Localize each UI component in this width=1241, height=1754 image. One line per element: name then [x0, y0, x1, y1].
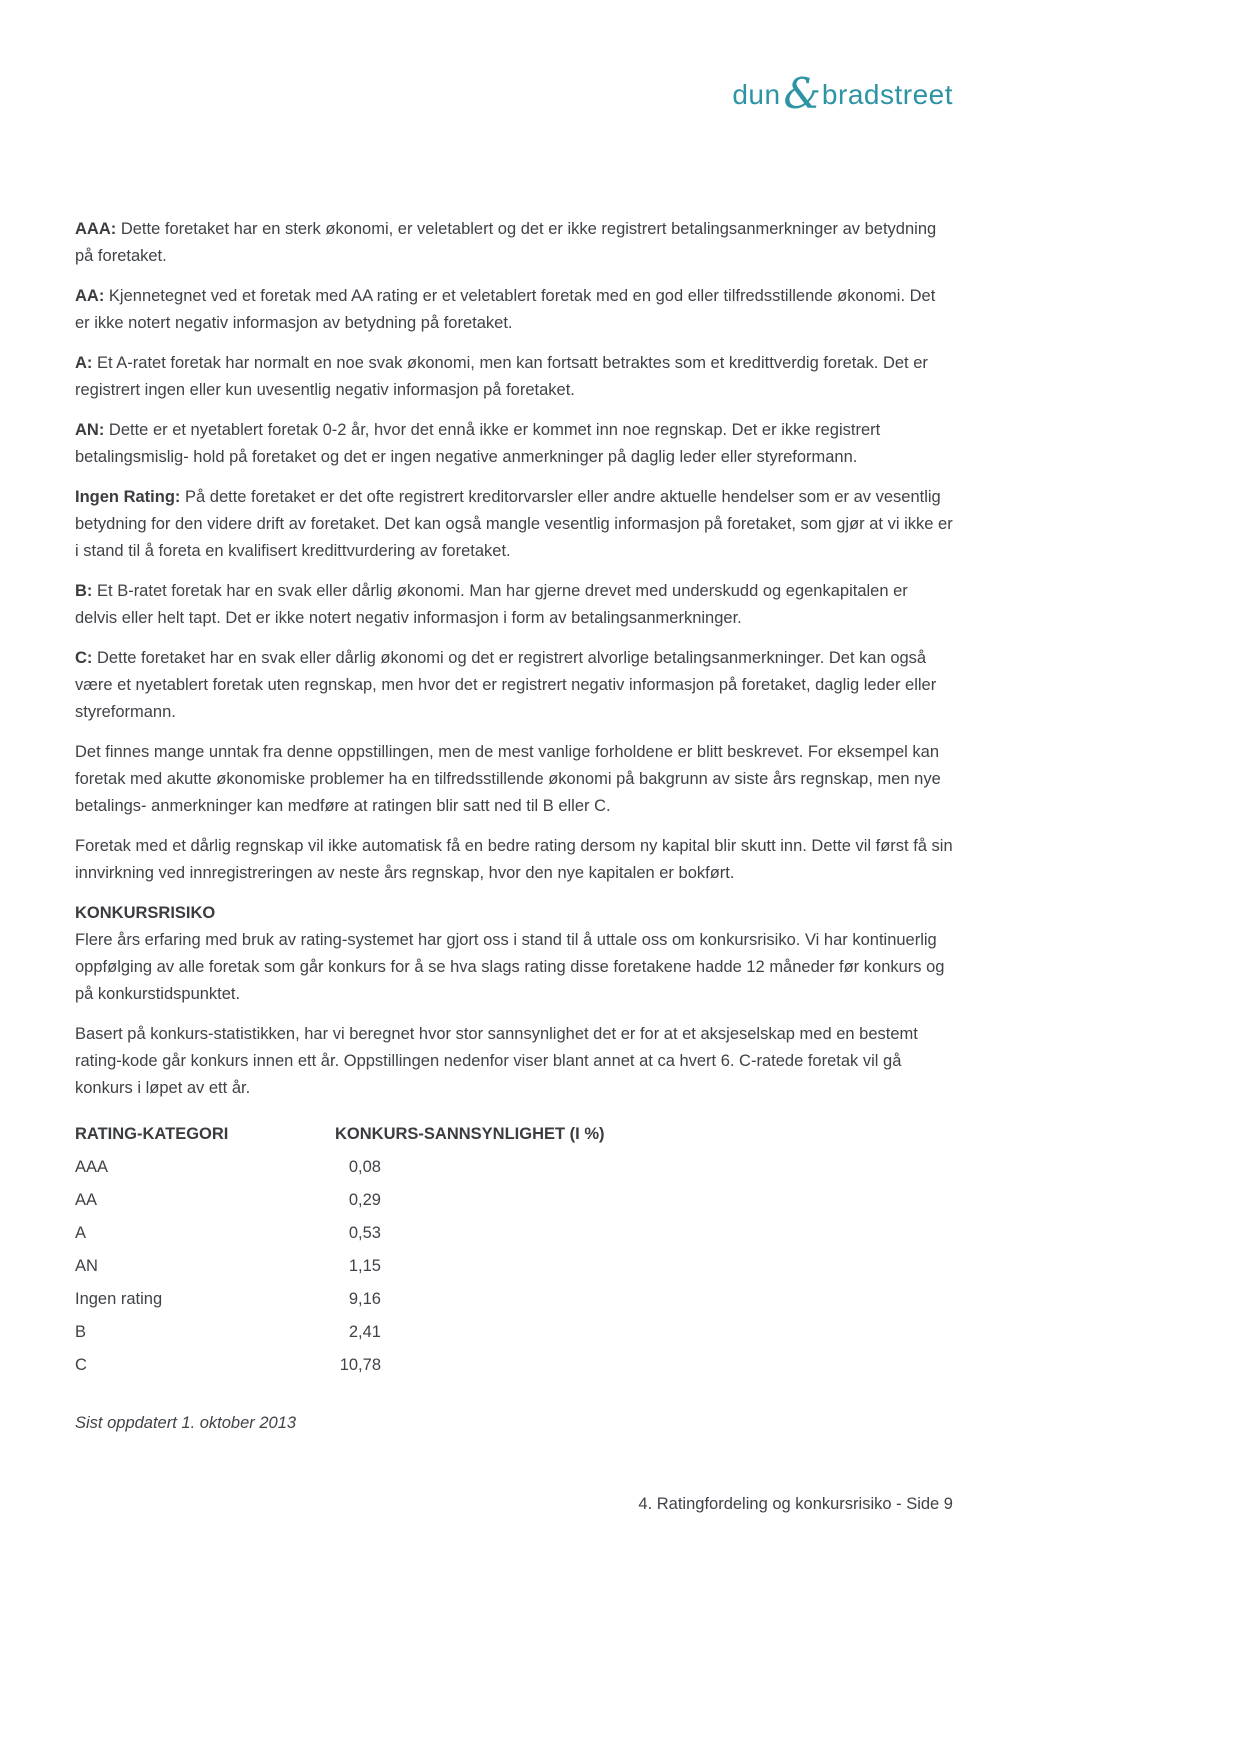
paragraph-konkursrisiko-2: Basert på konkurs-statistikken, har vi beregnet hvor stor sannsynlighet det er for at et aksjeselskap med en bestemt rating-kode går konkurs innen ett år. Oppstillingen nedenfor viser blant annet at ca hvert 6. C-ratede foretak vil gå konkurs i løpet av ett år. [75, 1025, 918, 1097]
rating-label-c: C: [75, 649, 93, 667]
table-cell-category: AA [75, 1191, 98, 1209]
table-cell-value: 0,53 [348, 1224, 381, 1242]
rating-label-b: B: [75, 582, 93, 600]
table-row [75, 1316, 953, 1349]
paragraph-rating-b [75, 578, 953, 632]
rating-probability-table [75, 1118, 953, 1382]
table-header-row [75, 1118, 953, 1151]
paragraph-exceptions: Det finnes mange unntak fra denne oppstillingen, men de mest vanlige forholdene er blitt beskrevet. For eksempel kan foretak med akutte økonomiske problemer ha en tilfredsstillende økonomi på bakgrunn av siste års regnskap, men nye betalings- anmerkninger kan medføre at ratingen blir satt ned til B eller C. [75, 743, 941, 815]
table-header-probability: KONKURS-SANNSYNLIGHET (I %) [335, 1125, 605, 1143]
table-row [75, 1217, 953, 1250]
last-updated-note: Sist oppdatert 1. oktober 2013 [75, 1414, 297, 1432]
section-heading-konkursrisiko: KONKURSRISIKO [75, 904, 216, 922]
page-footer [75, 1495, 953, 1514]
table-cell-value: 0,08 [348, 1158, 381, 1176]
table-cell-value: 9,16 [348, 1290, 381, 1308]
logo-word-bradstreet: bradstreet [821, 79, 953, 110]
rating-text-a: Et A-ratet foretak har normalt en noe svak økonomi, men kan fortsatt betraktes som et kredittverdig foretak. Det er registrert ingen eller kun uvesentlig negativ informasjon på foretaket. [75, 354, 928, 399]
table-cell-category: Ingen rating [75, 1290, 163, 1308]
rating-text-aaa: Dette foretaket har en sterk økonomi, er veletablert og det er ikke registrert betalingsanmerkninger av betydning på foretaket. [75, 220, 937, 265]
logo-word-dun: dun [732, 79, 781, 110]
paragraph-rating-aa [75, 283, 953, 337]
rating-label-a: A: [75, 354, 93, 372]
rating-label-ingen: Ingen Rating: [75, 488, 181, 506]
paragraph-konkursrisiko-1: Flere års erfaring med bruk av rating-systemet har gjort oss i stand til å uttale oss om konkursrisiko. Vi har kontinuerlig oppfølging av alle foretak som går konkurs for å se hva slags rating disse foretakene hadde 12 måneder før konkurs og på konkurstidspunktet. [75, 931, 945, 1003]
rating-text-c: Dette foretaket har en svak eller dårlig økonomi og det er registrert alvorlige betalingsanmerkninger. Det kan også være et nyetablert foretak uten regnskap, men hvor det er registrert negativ informasjon på foretaket, daglig leder eller styreformann. [75, 649, 937, 721]
paragraph-rating-an [75, 417, 953, 471]
paragraph-new-capital: Foretak med et dårlig regnskap vil ikke automatisk få en bedre rating dersom ny kapital blir skutt inn. Dette vil først få sin innvirkning ved innregistreringen av neste års regnskap, hvor den nye kapitalen er bokført. [75, 837, 953, 882]
table-cell-category: B [75, 1323, 87, 1341]
rating-text-an: Dette er et nyetablert foretak 0-2 år, hvor det ennå ikke er kommet inn noe regnskap. Det er ikke registrert betalingsmislig- hold på foretaket og det er ingen negative anmerkninger på daglig leder eller styreformann. [75, 421, 881, 466]
table-row [75, 1349, 953, 1382]
table-cell-value: 1,15 [348, 1257, 381, 1275]
footer-chapter-page-label: 4. Ratingfordeling og konkursrisiko - Side 9 [638, 1495, 953, 1513]
rating-text-b: Et B-ratet foretak har en svak eller dårlig økonomi. Man har gjerne drevet med underskudd og egenkapitalen er delvis eller helt tapt. Det er ikke notert negativ informasjon i form av betalingsanmerkninger. [75, 582, 908, 627]
table-cell-category: C [75, 1356, 87, 1374]
table-header-category: RATING-KATEGORI [75, 1125, 229, 1143]
paragraph-rating-c [75, 645, 953, 726]
rating-label-aaa: AAA: [75, 220, 117, 238]
logo-ampersand-icon: & [783, 69, 821, 118]
table-cell-value: 0,29 [348, 1191, 381, 1209]
table-row [75, 1250, 953, 1283]
table-cell-value: 10,78 [339, 1356, 381, 1374]
document-body [75, 216, 953, 1437]
table-cell-category: AN [75, 1257, 98, 1275]
rating-label-aa: AA: [75, 287, 105, 305]
table-cell-category: A [75, 1224, 87, 1242]
rating-label-an: AN: [75, 421, 105, 439]
table-cell-category: AAA [75, 1158, 109, 1176]
paragraph-rating-aaa [75, 216, 953, 270]
table-cell-value: 2,41 [348, 1323, 381, 1341]
dun-and-bradstreet-logo [75, 70, 953, 120]
paragraph-rating-a [75, 350, 953, 404]
rating-text-aa: Kjennetegnet ved et foretak med AA rating er et veletablert foretak med en god eller tilfredsstillende økonomi. Det er ikke notert negativ informasjon av betydning på foretaket. [75, 287, 936, 332]
table-row [75, 1283, 953, 1316]
table-row [75, 1184, 953, 1217]
table-row [75, 1151, 953, 1184]
rating-text-ingen: På dette foretaket er det ofte registrert kreditorvarsler eller andre aktuelle hendelser som er av vesentlig betydning for den videre drift av foretaket. Det kan også mangle vesentlig informasjon på foretaket, som gjør at vi ikke er i stand til å foreta en kvalifisert kredittvurdering av foretaket. [75, 488, 953, 560]
paragraph-rating-ingen [75, 484, 953, 565]
page-content [75, 0, 953, 1437]
